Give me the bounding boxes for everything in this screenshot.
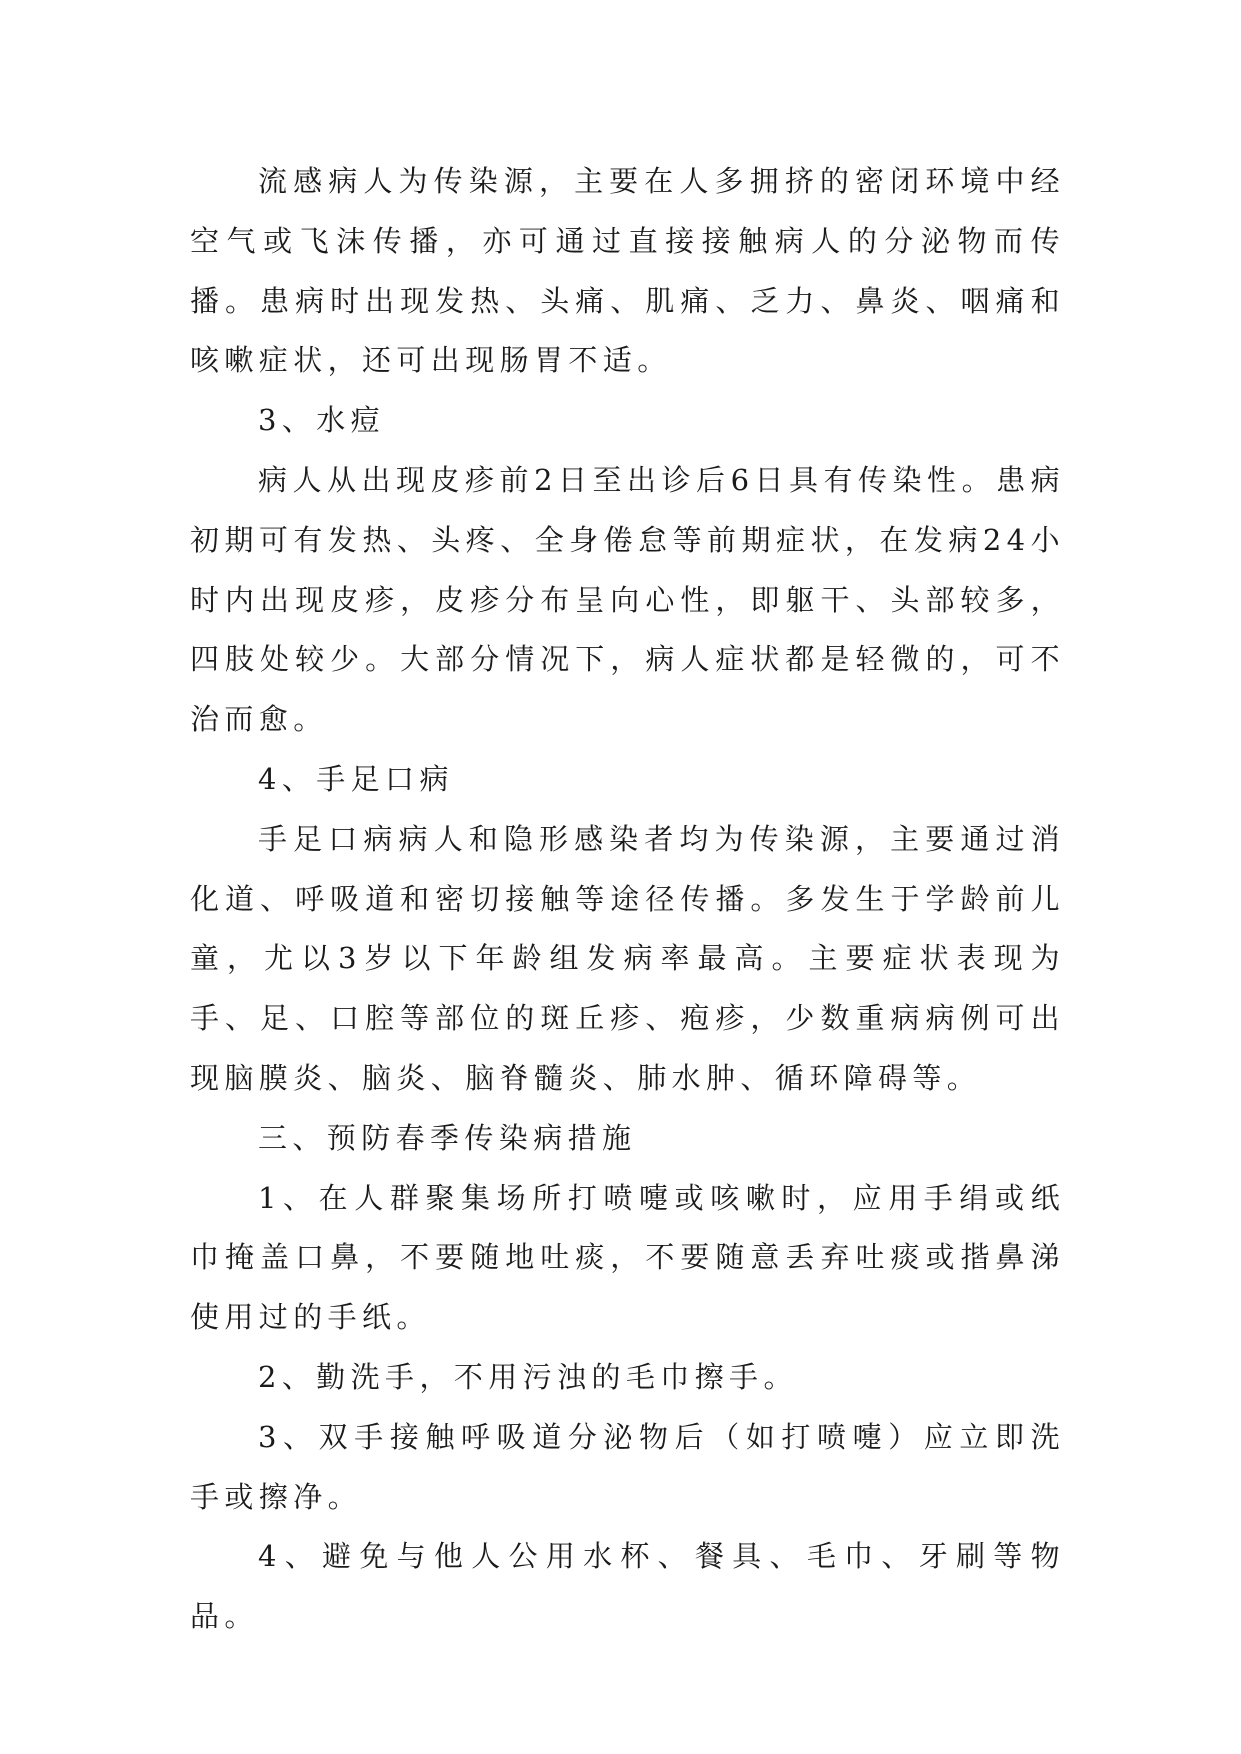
- paragraph-influenza-transmission: 流感病人为传染源，主要在人多拥挤的密闭环境中经空气或飞沫传播，亦可通过直接接触病人的分泌物而传播。患病时出现发热、头痛、肌痛、乏力、鼻炎、咽痛和咳嗽症状，还可出现肠胃不适。: [190, 164, 1065, 378]
- measure-wash-hands: 2、勤洗手，不用污浊的毛巾擦手。: [258, 1359, 798, 1394]
- measure-clean-after-contact: 3、双手接触呼吸道分泌物后（如打喷嚏）应立即洗手或擦净。: [190, 1419, 1065, 1514]
- measure-no-sharing: 4、避免与他人公用水杯、餐具、毛巾、牙刷等物品。: [190, 1539, 1065, 1634]
- measure-cover-mouth: 1、在人群聚集场所打喷嚏或咳嗽时，应用手绢或纸巾掩盖口鼻，不要随地吐痰，不要随意丢弃吐痰或揩鼻涕使用过的手纸。: [190, 1180, 1065, 1335]
- heading-chickenpox: 3、水痘: [258, 403, 386, 438]
- heading-hand-foot-mouth: 4、手足口病: [258, 761, 454, 796]
- heading-prevention-measures: 三、预防春季传染病措施: [258, 1120, 637, 1155]
- paragraph-hand-foot-mouth: 手足口病病人和隐形感染者均为传染源，主要通过消化道、呼吸道和密切接触等途径传播。多发生于学龄前儿童，尤以3岁以下年龄组发病率最高。主要症状表现为手、足、口腔等部位的斑丘疹、疱疹，少数重病病例可出现脑膜炎、脑炎、脑脊髓炎、肺水肿、循环障碍等。: [190, 821, 1065, 1095]
- document-page: [190, 152, 1065, 1647]
- paragraph-chickenpox: 病人从出现皮疹前2日至出诊后6日具有传染性。患病初期可有发热、头疼、全身倦怠等前期症状，在发病24小时内出现皮疹，皮疹分布呈向心性，即躯干、头部较多，四肢处较少。大部分情况下，病人症状都是轻微的，可不治而愈。: [190, 462, 1065, 737]
